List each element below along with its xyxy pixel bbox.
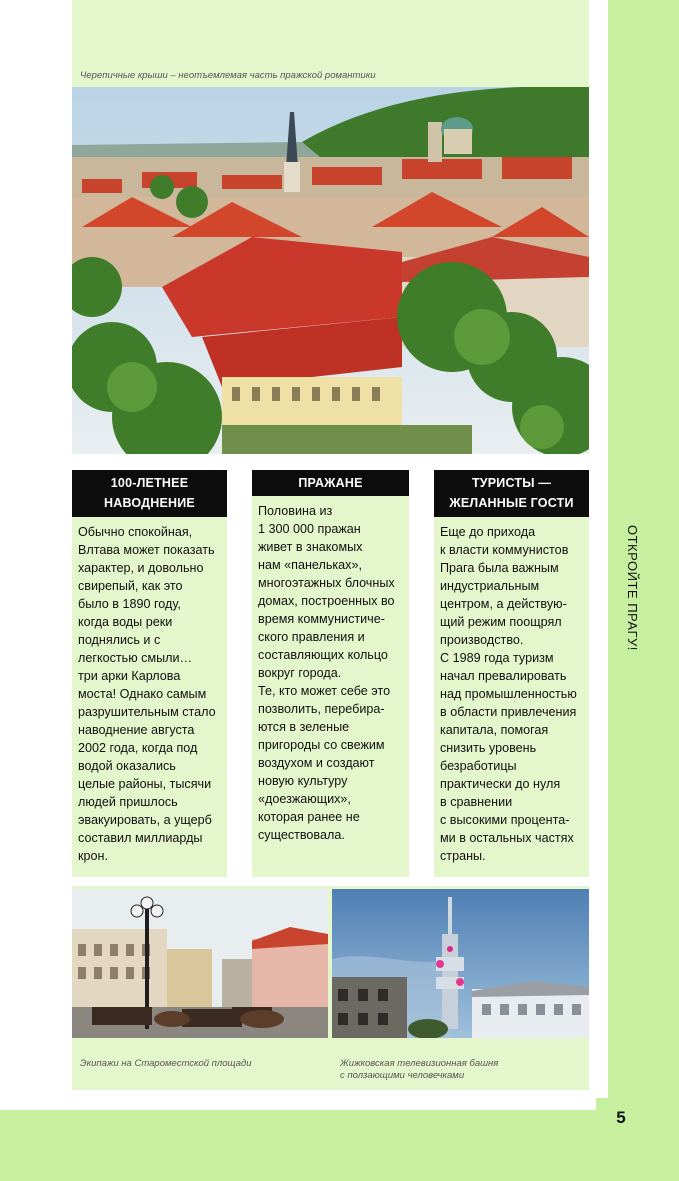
top-caption-band [72,0,589,87]
bottom-band [0,1110,596,1181]
page-number: 5 [616,1108,626,1127]
old-town-square-photo [72,889,328,1038]
tv-tower-illustration [332,889,589,1038]
column-residents-text: Половина из 1 300 000 пражан живет в знакомых нам «панельках», многоэтажных блочных домах, построенных во время коммунистиче- ского правления и составляющих кольцо вокруг города. Те, кто может себе это позволить, перебира- ются в зеленые пригороды со свежим воздухом и создают новую культуру «доезжающих», которая ранее не существовала. [252,496,409,877]
column-tourists [434,470,589,877]
prague-rooftops-photo [72,87,589,454]
bottom-photo-strip [72,886,589,1090]
side-tab-label: ОТКРОЙТЕ ПРАГУ! [625,525,640,651]
rooftops-illustration [72,87,589,454]
tv-tower-caption: Жижковская телевизионная башня с ползающими человечками [340,1058,499,1081]
carriages-illustration [72,889,328,1038]
column-flood-text: Обычно спокойная, Влтава может показать характер, и довольно свирепый, как это было в 1890 году, когда воды реки поднялись и с легкостью смыли… три арки Карлова моста! Однако самым разрушительным стало наводнение августа 2002 года, когда под водой оказались целые районы, тысячи людей пришлось эвакуировать, а ущерб составил миллиарды крон. [72,517,227,877]
carriages-caption: Экипажи на Староместской площади [80,1058,252,1069]
column-tourists-text: Еще до прихода к власти коммунистов Прага была важным индустриальным центром, а действую- щий режим поощрял производство. С 1989 года туризм начал превалировать над промышленностью в области привлечения капитала, помогая снизить уровень безработицы практически до нуля в сравнении с высокими процента- ми в остальных частях страны. [434,517,589,877]
column-flood [72,470,227,877]
column-tourists-title: ТУРИСТЫ — ЖЕЛАННЫЕ ГОСТИ [434,470,589,517]
tv-tower-photo [332,889,589,1038]
column-residents-title: ПРАЖАНЕ [252,470,409,496]
top-photo-caption: Черепичные крыши – неотъемлемая часть пражской романтики [80,70,376,81]
column-residents [252,470,409,877]
side-tab [608,0,679,1098]
column-flood-title: 100-ЛЕТНЕЕ НАВОДНЕНИЕ [72,470,227,517]
